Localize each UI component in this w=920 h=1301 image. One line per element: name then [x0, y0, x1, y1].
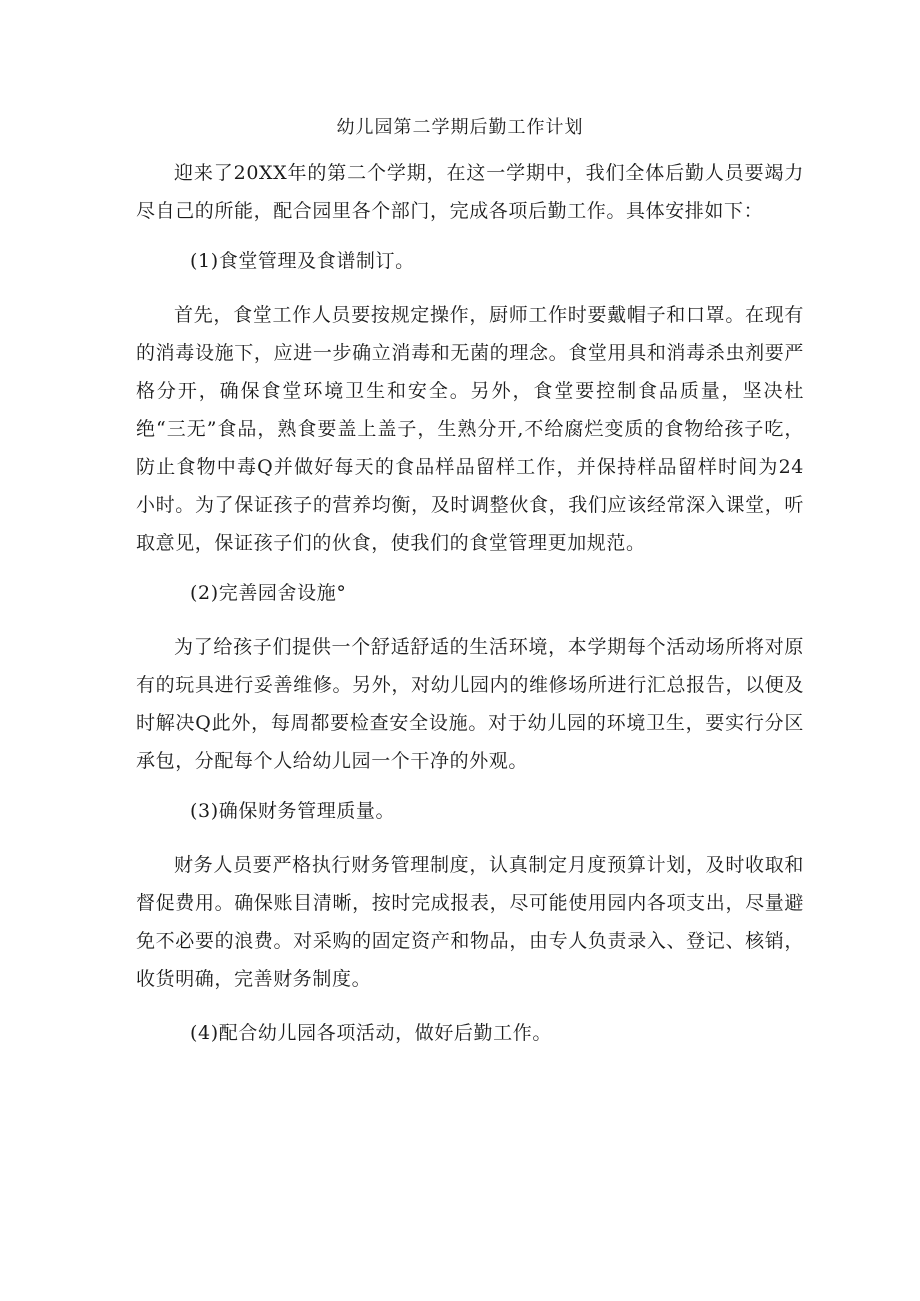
section-body-finance: 财务人员要严格执行财务管理制度，认真制定月度预算计划，及时收取和督促费用。确保账目清晰，按时完成报表，尽可能使用园内各项支出，尽量避免不必要的浪费。对采购的固定资产和物品，由专人负责录入、登记、核销，收货明确，完善财务制度。: [136, 854, 804, 990]
document-body: [136, 154, 804, 1052]
section-body-facilities: 为了给孩子们提供一个舒适舒适的生活环境，本学期每个活动场所将对原有的玩具进行妥善维修。另外，对幼儿园内的维修场所进行汇总报告，以便及时解决Q此外，每周都要检查安全设施。对于幼儿园的环境卫生，要实行分区承包，分配每个人给幼儿园一个干净的外观。: [136, 636, 804, 772]
section-body-canteen: 首先，食堂工作人员要按规定操作，厨师工作时要戴帽子和口罩。在现有的消毒设施下，应进一步确立消毒和无菌的理念。食堂用具和消毒杀虫剂要严格分开，确保食堂环境卫生和安全。另外，食堂要控制食品质量，坚决杜绝“三无”食品，熟食要盖上盖子，生熟分开,不给腐烂变质的食物给孩子吃，防止食物中毒Q并做好每天的食品样品留样工作，并保持样品留样时间为24小时。为了保证孩子的营养均衡，及时调整伙食，我们应该经常深入课堂，听取意见，保证孩子们的伙食，使我们的食堂管理更加规范。: [136, 304, 804, 554]
section-heading-canteen: (1)食堂管理及食谱制订。: [190, 250, 415, 272]
section-heading-facilities: (2)完善园舍设施°: [190, 582, 347, 604]
intro-paragraph: 迎来了20XX年的第二个学期，在这一学期中，我们全体后勤人员要竭力尽自己的所能，配合园里各个部门，完成各项后勤工作。具体安排如下：: [136, 162, 804, 222]
section-heading-activities: (4)配合幼儿园各项活动，做好后勤工作。: [190, 1022, 552, 1044]
document-title: 幼儿园第二学期后勤工作计划: [336, 117, 584, 138]
section-heading-finance: (3)确保财务管理质量。: [190, 800, 396, 822]
